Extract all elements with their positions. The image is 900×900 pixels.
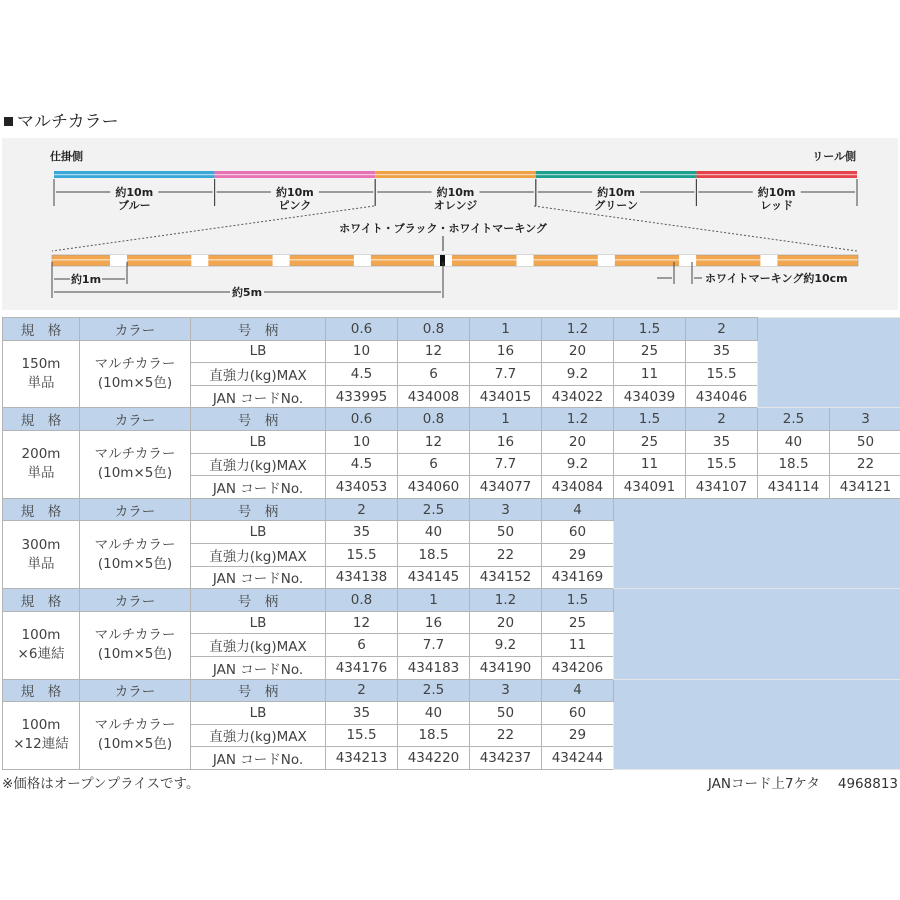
cell-line: ×12連結 <box>13 736 69 753</box>
segment-length-label: 約10m <box>115 186 154 199</box>
strength-cell: 18.5 <box>758 453 830 476</box>
number-cell: 4 <box>542 679 614 702</box>
lb-cell: 50 <box>470 702 542 725</box>
lb-label: LB <box>191 611 326 634</box>
jan-label: JAN コードNo. <box>191 476 326 499</box>
orange-line-highlight <box>52 259 858 261</box>
color-header: カラー <box>80 679 191 702</box>
jan-cell: 434176 <box>326 656 398 679</box>
color-header: カラー <box>80 589 191 612</box>
jan-label: JAN コードNo. <box>191 747 326 770</box>
lb-cell: 12 <box>326 611 398 634</box>
number-cell: 0.6 <box>326 408 398 431</box>
spec-header: 規 格 <box>3 679 80 702</box>
jan-cell: 434060 <box>398 476 470 499</box>
lb-cell: 10 <box>326 430 398 453</box>
number-cell: 0.8 <box>398 408 470 431</box>
strength-cell: 7.7 <box>398 634 470 657</box>
strength-cell: 6 <box>398 453 470 476</box>
table-header-row <box>3 318 900 341</box>
jan-label: JAN コードNo. <box>191 566 326 589</box>
number-cell: 1.2 <box>542 318 614 341</box>
cell-line: 100m <box>21 717 61 734</box>
white-marking <box>191 255 208 266</box>
spec-cell <box>3 611 80 679</box>
color-header: カラー <box>80 408 191 431</box>
white-marking <box>354 255 371 266</box>
jan-cell: 434046 <box>686 385 758 408</box>
number-cell: 2 <box>686 408 758 431</box>
table-header-row <box>3 498 900 521</box>
cell-line: 100m <box>21 627 61 644</box>
segment-length-label: 約10m <box>436 186 475 199</box>
strength-cell: 15.5 <box>686 363 758 386</box>
cell-line: (10m×5色) <box>97 646 173 663</box>
number-cell: 2.5 <box>398 498 470 521</box>
color-cell <box>80 430 191 498</box>
color-segments <box>54 171 857 212</box>
number-cell: 1 <box>470 408 542 431</box>
table-header-row <box>3 408 900 431</box>
jan-cell: 434008 <box>398 385 470 408</box>
jan-cell: 433995 <box>326 385 398 408</box>
segment-color-label: ピンク <box>278 199 312 212</box>
cell-line: 300m <box>21 536 61 553</box>
marked-line <box>52 255 858 266</box>
jan-cell: 434084 <box>542 476 614 499</box>
number-cell: 0.8 <box>398 318 470 341</box>
cell-line: (10m×5色) <box>97 555 173 572</box>
strength-label: 直強力(kg)MAX <box>191 634 326 657</box>
expand-guide-left <box>52 206 374 251</box>
number-cell: 2 <box>686 318 758 341</box>
number-cell: 2 <box>326 498 398 521</box>
lb-cell: 50 <box>470 521 542 544</box>
segment-color-label: レッド <box>760 199 794 212</box>
price-note: ※価格はオープンプライスです。 <box>2 776 200 792</box>
section-heading <box>4 107 119 132</box>
jan-cell: 434145 <box>398 566 470 589</box>
number-cell: 3 <box>830 408 900 431</box>
strength-cell: 4.5 <box>326 363 398 386</box>
cell-line: ×6連結 <box>17 646 65 663</box>
strength-cell: 29 <box>542 543 614 566</box>
strength-cell: 18.5 <box>398 543 470 566</box>
cell-line: (10m×5色) <box>97 736 173 753</box>
cell-line: マルチカラー <box>94 627 176 644</box>
lb-cell: 35 <box>686 340 758 363</box>
lb-cell: 16 <box>398 611 470 634</box>
color-header: カラー <box>80 318 191 341</box>
lb-cell: 35 <box>686 430 758 453</box>
lb-cell: 60 <box>542 702 614 725</box>
number-cell: 0.6 <box>326 318 398 341</box>
expand-guide-right <box>534 206 857 251</box>
cell-line: 単品 <box>27 374 55 391</box>
empty-area <box>758 318 900 408</box>
line-diagram-svg <box>2 138 898 310</box>
strength-cell: 11 <box>614 363 686 386</box>
color-cell <box>80 340 191 408</box>
spec-header: 規 格 <box>3 408 80 431</box>
strength-cell: 9.2 <box>542 363 614 386</box>
lb-cell: 12 <box>398 340 470 363</box>
cell-line: 150m <box>21 355 61 372</box>
lb-cell: 35 <box>326 702 398 725</box>
lb-cell: 25 <box>614 340 686 363</box>
strength-cell: 9.2 <box>470 634 542 657</box>
strength-label: 直強力(kg)MAX <box>191 363 326 386</box>
white-marking <box>760 255 777 266</box>
lb-label: LB <box>191 521 326 544</box>
jan-cell: 434039 <box>614 385 686 408</box>
lb-cell: 10 <box>326 340 398 363</box>
number-cell: 1.5 <box>542 589 614 612</box>
strength-cell: 22 <box>470 724 542 747</box>
number-header: 号 柄 <box>191 318 326 341</box>
jan-cell: 434053 <box>326 476 398 499</box>
marking-title: ホワイト・ブラック・ホワイトマーキング <box>339 222 547 235</box>
jan-cell: 434237 <box>470 747 542 770</box>
jan-cell: 434183 <box>398 656 470 679</box>
segment-highlight <box>54 174 215 175</box>
cell-line: マルチカラー <box>94 536 176 553</box>
reel-side-label: リール側 <box>812 150 856 163</box>
table-header-row <box>3 589 900 612</box>
strength-cell: 4.5 <box>326 453 398 476</box>
strength-cell: 11 <box>542 634 614 657</box>
number-cell: 1.2 <box>542 408 614 431</box>
lb-cell: 50 <box>830 430 900 453</box>
lb-cell: 16 <box>470 430 542 453</box>
segment-color-label: ブルー <box>118 199 151 212</box>
number-cell: 2.5 <box>398 679 470 702</box>
strength-cell: 9.2 <box>542 453 614 476</box>
strength-cell: 18.5 <box>398 724 470 747</box>
number-header: 号 柄 <box>191 408 326 431</box>
cell-line: (10m×5色) <box>97 374 173 391</box>
number-cell: 3 <box>470 679 542 702</box>
empty-area <box>614 589 900 679</box>
number-cell: 2 <box>326 679 398 702</box>
jan-cell: 434107 <box>686 476 758 499</box>
lb-cell: 20 <box>542 430 614 453</box>
spec-header: 規 格 <box>3 498 80 521</box>
strength-cell: 29 <box>542 724 614 747</box>
segment-length-label: 約10m <box>276 186 314 199</box>
strength-label: 直強力(kg)MAX <box>191 543 326 566</box>
jan-label: JAN コードNo. <box>191 385 326 408</box>
section-title: マルチカラー <box>17 112 119 132</box>
lb-cell: 40 <box>398 521 470 544</box>
segment-length-label: 約10m <box>597 186 635 199</box>
jan-cell: 434091 <box>614 476 686 499</box>
spec-cell <box>3 340 80 408</box>
strength-cell: 7.7 <box>470 453 542 476</box>
lb-cell: 25 <box>614 430 686 453</box>
strength-cell: 11 <box>614 453 686 476</box>
lb-cell: 16 <box>470 340 542 363</box>
strength-cell: 22 <box>830 453 900 476</box>
segment-color-label: オレンジ <box>433 199 478 212</box>
strength-cell: 15.5 <box>686 453 758 476</box>
lb-cell: 40 <box>758 430 830 453</box>
color-cell <box>80 521 191 589</box>
interval-1m-label: 約1m <box>70 273 102 286</box>
number-cell: 1 <box>470 318 542 341</box>
lb-label: LB <box>191 702 326 725</box>
strength-label: 直強力(kg)MAX <box>191 724 326 747</box>
square-bullet-icon <box>4 117 13 126</box>
lb-cell: 40 <box>398 702 470 725</box>
jan-cell: 434190 <box>470 656 542 679</box>
color-cell <box>80 702 191 770</box>
lb-cell: 12 <box>398 430 470 453</box>
jan-cell: 434121 <box>830 476 900 499</box>
jan-prefix-note <box>708 772 898 792</box>
jan-cell: 434169 <box>542 566 614 589</box>
strength-cell: 6 <box>398 363 470 386</box>
jan-cell: 434022 <box>542 385 614 408</box>
white-marking <box>273 255 290 266</box>
spec-cell <box>3 702 80 770</box>
cell-line: マルチカラー <box>94 446 176 463</box>
number-cell: 0.8 <box>326 589 398 612</box>
jan-prefix-label: JANコード上7ケタ <box>707 776 820 792</box>
jan-prefix-value: 4968813 <box>837 776 898 792</box>
color-cell <box>80 611 191 679</box>
segment-color-label: グリーン <box>594 199 638 212</box>
interval-5m-label: 約5m <box>231 286 263 299</box>
jan-cell: 434220 <box>398 747 470 770</box>
jan-cell: 434152 <box>470 566 542 589</box>
number-cell: 3 <box>470 498 542 521</box>
segment-highlight <box>375 174 536 175</box>
spec-cell <box>3 430 80 498</box>
jan-cell: 434213 <box>326 747 398 770</box>
lb-cell: 60 <box>542 521 614 544</box>
number-header: 号 柄 <box>191 679 326 702</box>
cell-line: マルチカラー <box>94 355 176 372</box>
strength-label: 直強力(kg)MAX <box>191 453 326 476</box>
jan-cell: 434114 <box>758 476 830 499</box>
white-marking <box>598 255 615 266</box>
number-cell: 1.2 <box>470 589 542 612</box>
jan-label: JAN コードNo. <box>191 656 326 679</box>
table-header-row <box>3 679 900 702</box>
cell-line: 単品 <box>27 555 55 572</box>
spec-cell <box>3 521 80 589</box>
white-marking <box>110 255 127 266</box>
line-color-diagram <box>2 138 898 310</box>
empty-area <box>614 679 900 769</box>
lb-cell: 20 <box>542 340 614 363</box>
strength-cell: 15.5 <box>326 724 398 747</box>
cell-line: (10m×5色) <box>97 465 173 482</box>
spec-table <box>2 317 900 770</box>
cell-line: 単品 <box>27 465 55 482</box>
number-cell: 1.5 <box>614 408 686 431</box>
strength-cell: 22 <box>470 543 542 566</box>
tackle-side-label: 仕掛側 <box>50 150 83 163</box>
jan-cell: 434015 <box>470 385 542 408</box>
color-header: カラー <box>80 498 191 521</box>
number-cell: 1.5 <box>614 318 686 341</box>
number-cell: 4 <box>542 498 614 521</box>
cell-line: マルチカラー <box>94 717 176 734</box>
segment-highlight <box>696 174 857 175</box>
segment-highlight <box>536 174 697 175</box>
segment-length-label: 約10m <box>757 186 796 199</box>
jan-cell: 434138 <box>326 566 398 589</box>
number-cell: 2.5 <box>758 408 830 431</box>
strength-cell: 6 <box>326 634 398 657</box>
strength-cell: 7.7 <box>470 363 542 386</box>
jan-cell: 434077 <box>470 476 542 499</box>
number-header: 号 柄 <box>191 589 326 612</box>
lb-cell: 25 <box>542 611 614 634</box>
white-marking-label: ホワイトマーキング約10cm <box>705 272 848 285</box>
empty-area <box>614 498 900 588</box>
cell-line: 200m <box>21 446 61 463</box>
spec-header: 規 格 <box>3 589 80 612</box>
number-header: 号 柄 <box>191 498 326 521</box>
lb-cell: 35 <box>326 521 398 544</box>
jan-cell: 434244 <box>542 747 614 770</box>
lb-label: LB <box>191 340 326 363</box>
white-marking <box>679 255 696 266</box>
white-marking <box>517 255 534 266</box>
table-row <box>3 430 900 453</box>
spec-header: 規 格 <box>3 318 80 341</box>
jan-cell: 434206 <box>542 656 614 679</box>
lb-cell: 20 <box>470 611 542 634</box>
lb-label: LB <box>191 430 326 453</box>
strength-cell: 15.5 <box>326 543 398 566</box>
number-cell: 1 <box>398 589 470 612</box>
segment-highlight <box>215 174 376 175</box>
